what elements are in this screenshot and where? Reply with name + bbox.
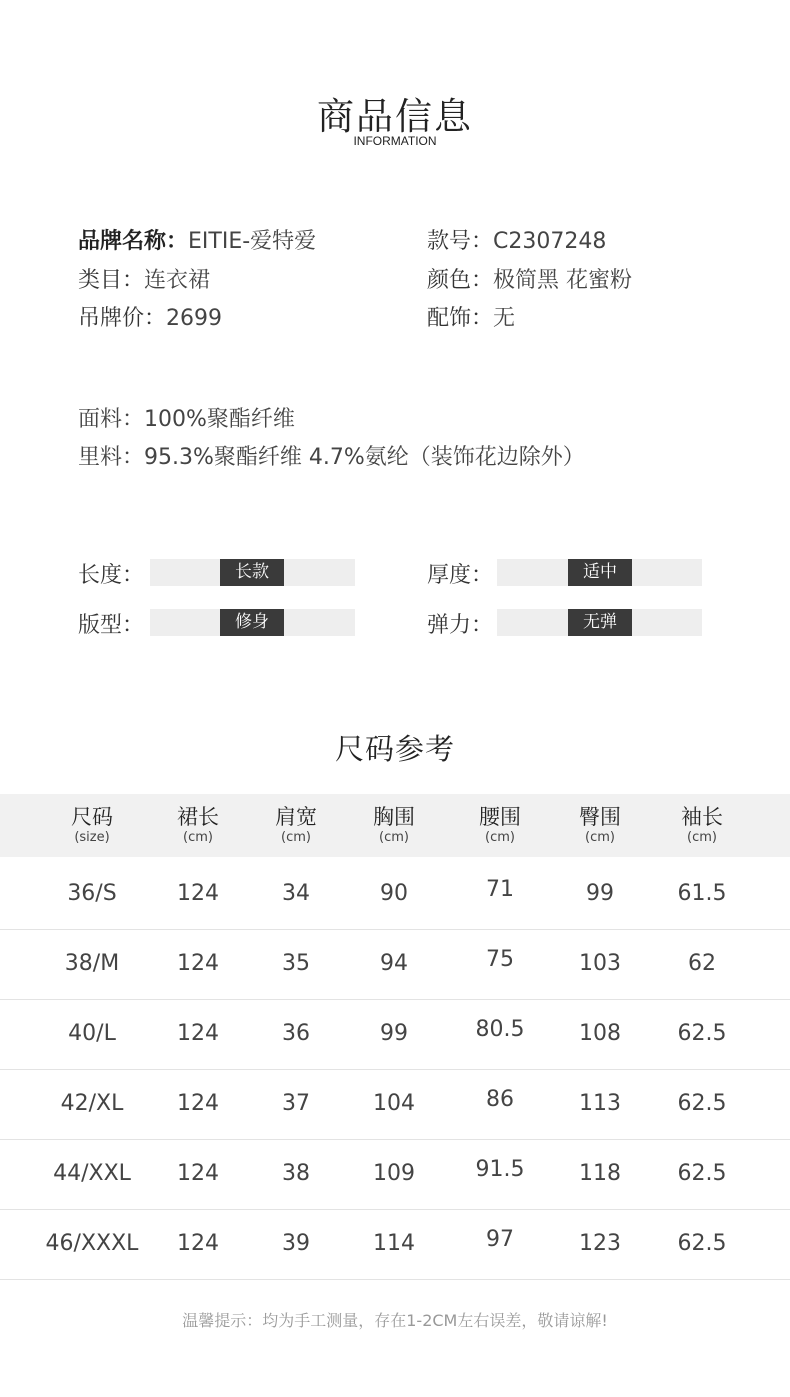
cell-hip: 103 bbox=[579, 951, 621, 976]
lining-fabric-value: 95.3%聚酯纤维 4.7%氨纶（装饰花边除外） bbox=[144, 445, 585, 470]
outer-fabric-value: 100%聚酯纤维 bbox=[144, 407, 295, 432]
header-sleeve-name: 袖长 bbox=[681, 805, 723, 829]
cell-bust: 90 bbox=[380, 881, 408, 906]
accessory-label: 配饰： bbox=[427, 306, 494, 331]
section-title-information: 商品信息 bbox=[317, 95, 473, 138]
measurement-note: 温馨提示：均为手工测量，存在1-2CM左右误差，敬请谅解! bbox=[182, 1311, 608, 1330]
cell-dress-length: 124 bbox=[177, 1091, 219, 1116]
header-waist-name: 腰围 bbox=[479, 805, 521, 829]
cell-dress-length: 124 bbox=[177, 1231, 219, 1256]
cell-hip: 113 bbox=[579, 1091, 621, 1116]
category-value: 连衣裙 bbox=[144, 268, 211, 293]
header-hip bbox=[550, 794, 650, 846]
cell-sleeve: 62.5 bbox=[677, 1231, 727, 1256]
size-table-header bbox=[0, 794, 790, 857]
length-label: 长度： bbox=[78, 563, 145, 588]
fit-label: 版型： bbox=[78, 613, 145, 638]
price-label: 吊牌价： bbox=[78, 306, 167, 331]
cell-dress-length: 124 bbox=[177, 951, 219, 976]
cell-bust: 99 bbox=[380, 1021, 408, 1046]
cell-waist: 97 bbox=[486, 1227, 514, 1252]
header-shoulder bbox=[246, 794, 346, 846]
category-row bbox=[78, 263, 210, 294]
cell-hip: 123 bbox=[579, 1231, 621, 1256]
cell-dress-length: 124 bbox=[177, 1021, 219, 1046]
cell-bust: 109 bbox=[373, 1161, 415, 1186]
header-shoulder-unit: (cm) bbox=[281, 830, 311, 845]
header-bust-name: 胸围 bbox=[373, 805, 415, 829]
cell-shoulder: 39 bbox=[282, 1231, 310, 1256]
cell-size: 36/S bbox=[67, 881, 117, 906]
lining-fabric-row bbox=[78, 440, 585, 471]
header-dress-length-unit: (cm) bbox=[183, 830, 213, 845]
brand-value: EITIE-爱特爱 bbox=[188, 229, 317, 254]
cell-hip: 108 bbox=[579, 1021, 621, 1046]
cell-sleeve: 62.5 bbox=[677, 1091, 727, 1116]
cell-shoulder: 34 bbox=[282, 881, 310, 906]
header-bust-unit: (cm) bbox=[379, 830, 409, 845]
table-row bbox=[0, 998, 790, 1070]
cell-hip: 118 bbox=[579, 1161, 621, 1186]
header-dress-length-name: 裙长 bbox=[177, 805, 219, 829]
color-value: 极简黑 花蜜粉 bbox=[493, 268, 633, 293]
brand-label: 品牌名称： bbox=[78, 229, 189, 254]
cell-hip: 99 bbox=[586, 881, 614, 906]
cell-dress-length: 124 bbox=[177, 881, 219, 906]
price-value: 2699 bbox=[166, 306, 223, 331]
category-label: 类目： bbox=[78, 268, 145, 293]
cell-size: 44/XXL bbox=[53, 1161, 131, 1186]
style-no-label: 款号： bbox=[427, 229, 494, 254]
header-bust bbox=[344, 794, 444, 846]
accessory-value: 无 bbox=[493, 306, 516, 331]
section-subtitle-information: INFORMATION bbox=[353, 134, 437, 148]
cell-size: 42/XL bbox=[60, 1091, 124, 1116]
elasticity-label: 弹力： bbox=[427, 613, 494, 638]
table-row bbox=[0, 858, 790, 930]
header-shoulder-name: 肩宽 bbox=[275, 805, 317, 829]
brand-row bbox=[78, 224, 316, 255]
cell-waist: 75 bbox=[486, 947, 514, 972]
header-sleeve bbox=[652, 794, 752, 846]
style-no-value: C2307248 bbox=[493, 229, 607, 254]
cell-waist: 71 bbox=[486, 877, 514, 902]
table-row bbox=[0, 1208, 790, 1280]
cell-waist: 91.5 bbox=[475, 1157, 525, 1182]
thickness-tag: 适中 bbox=[568, 559, 632, 586]
cell-bust: 104 bbox=[373, 1091, 415, 1116]
cell-sleeve: 61.5 bbox=[677, 881, 727, 906]
table-row bbox=[0, 1138, 790, 1210]
cell-size: 38/M bbox=[64, 951, 120, 976]
table-row bbox=[0, 1068, 790, 1140]
cell-shoulder: 36 bbox=[282, 1021, 310, 1046]
outer-fabric-row bbox=[78, 402, 295, 433]
header-size bbox=[42, 794, 142, 846]
header-waist bbox=[450, 794, 550, 846]
header-size-name: 尺码 bbox=[71, 805, 113, 829]
cell-bust: 114 bbox=[373, 1231, 415, 1256]
cell-sleeve: 62.5 bbox=[677, 1021, 727, 1046]
cell-sleeve: 62.5 bbox=[677, 1161, 727, 1186]
cell-waist: 86 bbox=[486, 1087, 514, 1112]
cell-shoulder: 35 bbox=[282, 951, 310, 976]
accessory-row bbox=[427, 301, 515, 332]
price-row bbox=[78, 301, 222, 332]
header-hip-name: 臀围 bbox=[579, 805, 621, 829]
style-no-row bbox=[427, 224, 606, 255]
elasticity-tag: 无弹 bbox=[568, 609, 632, 636]
thickness-label: 厚度： bbox=[427, 563, 494, 588]
header-dress-length bbox=[148, 794, 248, 846]
cell-shoulder: 37 bbox=[282, 1091, 310, 1116]
color-label: 颜色： bbox=[427, 268, 494, 293]
header-size-unit: (size) bbox=[74, 830, 110, 845]
fit-tag: 修身 bbox=[220, 609, 284, 636]
outer-fabric-label: 面料： bbox=[78, 407, 145, 432]
header-hip-unit: (cm) bbox=[585, 830, 615, 845]
size-chart-title: 尺码参考 bbox=[334, 732, 455, 766]
color-row bbox=[427, 263, 632, 294]
header-waist-unit: (cm) bbox=[485, 830, 515, 845]
cell-sleeve: 62 bbox=[688, 951, 716, 976]
cell-size: 40/L bbox=[68, 1021, 116, 1046]
cell-dress-length: 124 bbox=[177, 1161, 219, 1186]
header-sleeve-unit: (cm) bbox=[687, 830, 717, 845]
lining-fabric-label: 里料： bbox=[78, 445, 145, 470]
cell-bust: 94 bbox=[380, 951, 408, 976]
cell-size: 46/XXXL bbox=[45, 1231, 139, 1256]
cell-waist: 80.5 bbox=[475, 1017, 525, 1042]
length-tag: 长款 bbox=[220, 559, 284, 586]
cell-shoulder: 38 bbox=[282, 1161, 310, 1186]
table-row bbox=[0, 928, 790, 1000]
